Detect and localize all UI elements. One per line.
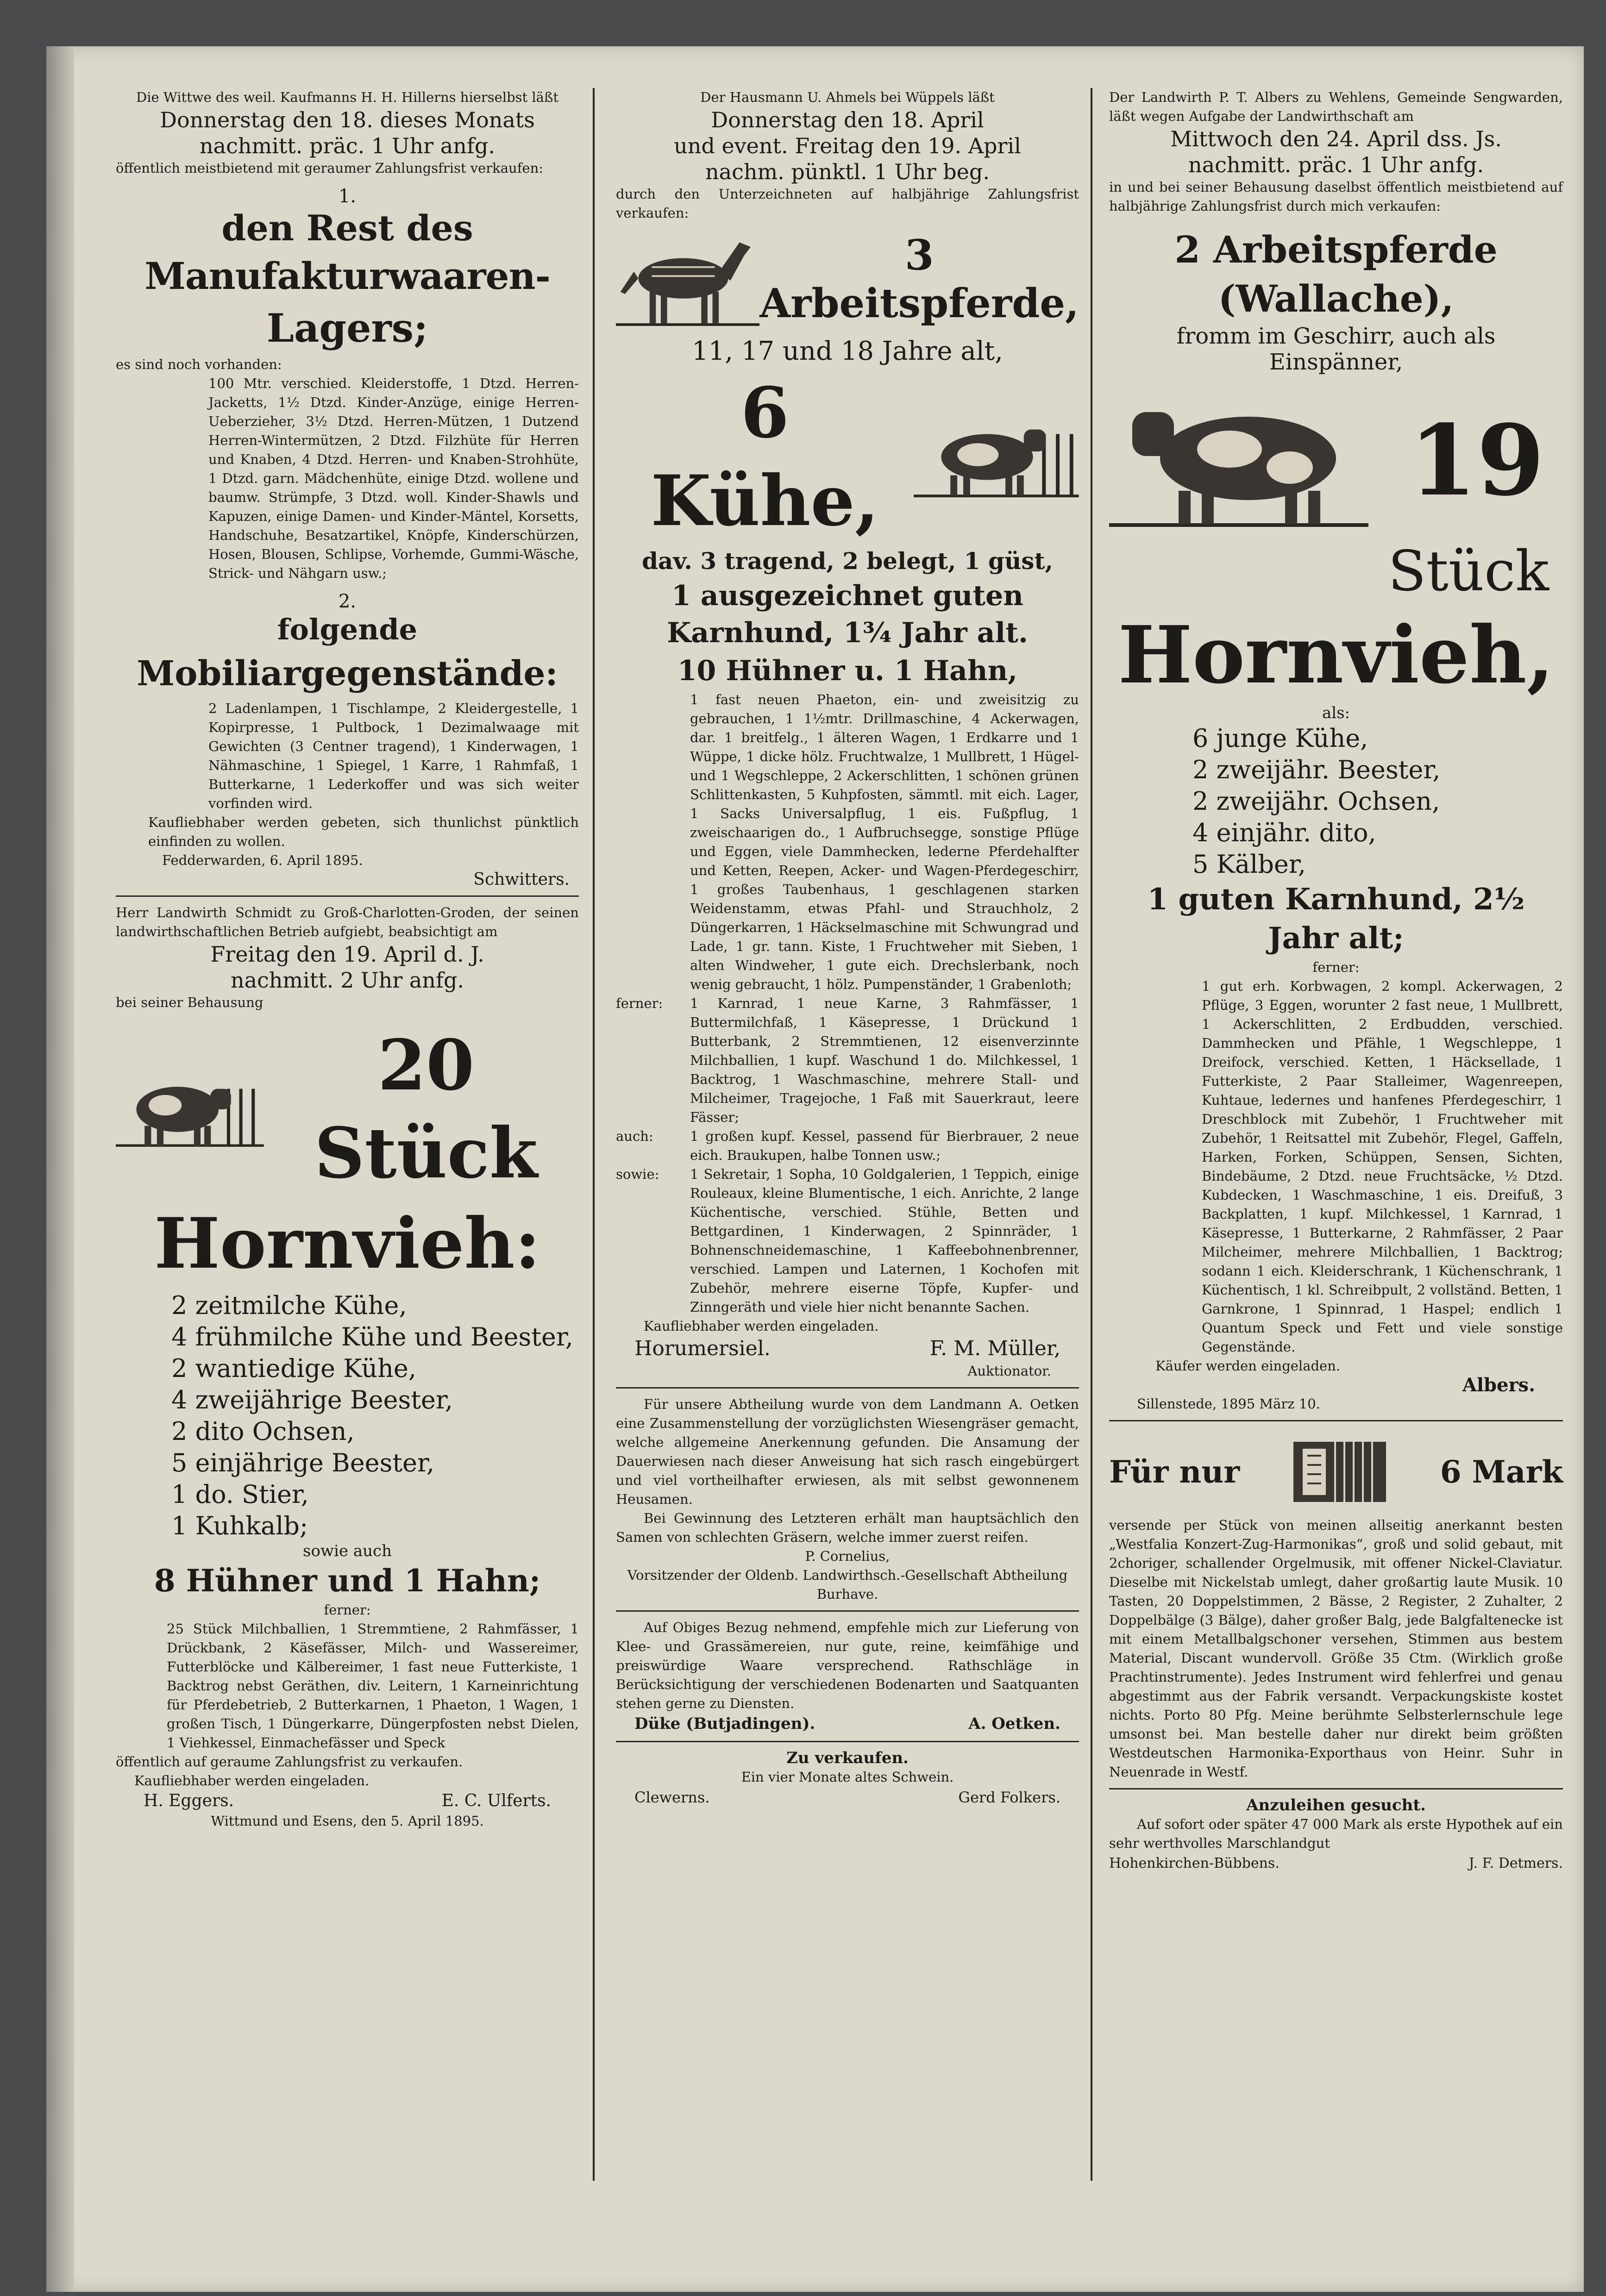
ad3-dog-2: Karnhund, 1¾ Jahr alt.	[667, 617, 1028, 649]
ad5-signatures	[616, 1713, 1079, 1734]
ad1-num1: 1.	[338, 186, 357, 207]
ad8-heading-row	[1109, 1428, 1563, 1516]
list-item: 5 Kälber,	[1192, 850, 1306, 879]
ad1-terms: öffentlich meistbietend mit geraumer Zahlungsfrist verkaufen:	[116, 160, 544, 176]
ad1-heading-4: folgende	[277, 613, 418, 646]
list-item: 4 einjähr. dito,	[1192, 818, 1376, 847]
ad9-text: Auf sofort oder später 47 000 Mark als erste Hypothek auf ein sehr werthvolles Marschlandgut	[1109, 1816, 1563, 1851]
separator	[1109, 1788, 1563, 1789]
ad9-signatures	[1109, 1853, 1563, 1874]
ad1-avail: es sind noch vorhanden:	[116, 357, 282, 372]
ad1-num2: 2.	[338, 591, 357, 612]
ad2-livestock-list	[116, 1290, 579, 1542]
ad2-ferner: ferner:	[324, 1602, 371, 1618]
ad3-heading-1: Arbeitspferde,	[759, 280, 1079, 327]
ad2-heading-1: 20 Stück	[314, 1025, 538, 1194]
ad7-place: Sillenstede, 1895 März 10.	[1137, 1396, 1320, 1412]
ad3-items: 1 fast neuen Phaeton, ein- und zweisitzig zu gebrauchen, 1 1½mtr. Drillmaschine, 4 Ackerwagen, dar. 1 breitfelg., 1 älteren Wagen, 1 Erdkarre und 1 Wüppe, 1 dicke hölz. Fruchtwalze, 1 Mullbrett, 1 Hügel- und 1 Wegschleppe, 2 Ackerschlitten, 1 schönen grünen Schlittenkasten, 5 Kuhpfosten, sämmtl. mit eich. Lager, 1 Sacks Universalpflug, 1 eis. Fußpflug, 1 zweischaarigen do., 1 Aufbruchsegge, sonstige Pflüge und Eggen, viele Dammhecken, lederne Pferdehalfter und Ketten, Reepen, Acker- und Wagen-Pferdegeschirr, 1 großes Taubenhaus, 1 geschlagenen starken Weidenstamm, etwas Pfahl- und Strauchholz, 2 Düngerkarren, 1 Häckselmaschine mit Schwungrad und Lade, 1 gr. tann. Kiste, 1 Fruchtweher mit Sieben, 1 alten Windweher, 1 gute eich. Drechslerbank, noch wenig gebraucht, 1 hölz. Pumpenständer, 1 Grabenloth;	[690, 692, 1079, 992]
ad1-heading-1: den Rest des	[221, 207, 473, 249]
page-spine	[46, 46, 74, 2292]
ad8-heading-left: Für nur	[1109, 1454, 1240, 1490]
ad1-buyers: Kaufliebhaber werden gebeten, sich thunlichst pünktlich einfinden zu wollen.	[148, 814, 579, 849]
ad3-signature-right: F. M. Müller,	[929, 1337, 1060, 1360]
cow-illustration-icon	[116, 1058, 264, 1160]
ad7-terms: in und bei seiner Behausung daselbst öffentlich meistbietend auf halbjährige Zahlungsfrist durch mich verkaufen:	[1109, 179, 1563, 214]
ad3-horse-row	[616, 227, 1079, 334]
ad1-date: Donnerstag den 18. dieses Monats	[160, 107, 535, 132]
ad3-ferner-label: ferner:	[616, 995, 663, 1011]
ad7-heading-4: Hornvieh,	[1118, 609, 1554, 701]
ad3-cows: dav. 3 tragend, 2 belegt, 1 güst,	[642, 547, 1053, 575]
ad7-buyers: Käufer werden eingeladen.	[1155, 1358, 1341, 1374]
ad1-intro: Die Wittwe des weil. Kaufmanns H. H. Hillerns hierselbst läßt	[136, 89, 558, 105]
cow-illustration-icon	[1109, 384, 1368, 537]
ad9-signature-left: Hohenkirchen-Bübbens.	[1109, 1855, 1280, 1871]
column-1	[116, 88, 579, 1831]
ad4-text: Für unsere Abtheilung wurde von dem Landmann A. Oetken eine Zusammenstellung der vorzüglichsten Wiesengräser gemacht, welche allgemeine Anerkennung gefunden. Die Ansamung der Dauerwiesen nach dieser Anweisung hat sich rasch eingebürgert und viel vortheilhafter erwiesen, als mit selbst gewonnenem Heusamen.	[616, 1396, 1079, 1507]
ad6-text: Ein vier Monate altes Schwein.	[741, 1769, 954, 1785]
column-rule-2	[1091, 88, 1092, 2181]
ad2-signature-left: H. Eggers.	[144, 1791, 234, 1810]
ad3-auch: 1 großen kupf. Kessel, passend für Bierbrauer, 2 neue eich. Braukupen, halbe Tonnen usw.;	[690, 1128, 1079, 1163]
ad2-buyers: Kaufliebhaber werden eingeladen.	[134, 1773, 370, 1789]
ad1-place: Fedderwarden, 6. April 1895.	[162, 852, 363, 868]
ad3-sowie-block	[616, 1165, 1079, 1317]
ad3-age: 11, 17 und 18 Jahre alt,	[692, 336, 1003, 366]
list-item: 1 Kuhkalb;	[171, 1511, 308, 1540]
ad7-als: als:	[1322, 704, 1350, 722]
list-item: 4 zweijährige Beester,	[171, 1385, 453, 1414]
ad3-auch-block	[616, 1127, 1079, 1165]
ad3-ferner-block	[616, 994, 1079, 1127]
list-item: 6 junge Kühe,	[1192, 724, 1368, 753]
ad2-terms: öffentlich auf geraume Zahlungsfrist zu verkaufen.	[116, 1754, 463, 1770]
ad2-intro: Herr Landwirth Schmidt zu Groß-Charlotten-Groden, der seinen landwirthschaftlichen Betrieb aufgiebt, beabsichtigt am	[116, 905, 579, 939]
ad4-text2: Bei Gewinnung des Letzteren erhält man hauptsächlich den Samen von schlechten Gräsern, welche immer zuerst reifen.	[616, 1510, 1079, 1545]
column-3	[1109, 88, 1563, 1874]
ad6-signatures	[616, 1787, 1079, 1808]
ad5-signature-left: Düke (Butjadingen).	[634, 1714, 816, 1733]
list-item: 2 zeitmilche Kühe,	[171, 1291, 407, 1320]
ad5-text: Auf Obiges Bezug nehmend, empfehle mich zur Lieferung von Klee- und Grassämereien, nur gute, reine, keimfähige und preiswürdige Waare versprechend. Rathschläge in Berücksichtigung der verschiedenen Bodenarten und Saatquanten stehen gerne zu Diensten.	[616, 1620, 1079, 1711]
ad7-heading-2: (Wallache),	[1218, 277, 1454, 320]
ad6-signature-right: Gerd Folkers.	[958, 1789, 1060, 1806]
ad7-dog-1: 1 guten Karnhund, 2½	[1147, 882, 1525, 917]
list-item: 2 zweijähr. Beester,	[1192, 755, 1441, 784]
ad1-items2: 2 Ladenlampen, 1 Tischlampe, 2 Kleidergestelle, 1 Kopirpresse, 1 Pultbock, 1 Dezimalwaage mit Gewichten (3 Centner tragend), 1 Kinderwagen, 1 Nähmaschine, 1 Spiegel, 1 Karre, 1 Rahmfaß, 1 Butterkarne, 1 Lederkoffer und was sich weiter vorfinden wird.	[208, 701, 579, 811]
ad7-heading-3: Stück	[1388, 539, 1549, 604]
ad1-heading-3: Lagers;	[266, 305, 428, 351]
ad3-signatures	[616, 1336, 1079, 1362]
ad7-signature: Albers.	[1462, 1374, 1535, 1396]
ad3-sowie-label: sowie:	[616, 1166, 659, 1182]
ad7-livestock-list	[1109, 723, 1563, 880]
list-item: 5 einjährige Beester,	[171, 1448, 435, 1477]
ad3-sowie: 1 Sekretair, 1 Sopha, 10 Goldgalerien, 1 Teppich, einige Rouleaux, kleine Blumentische, 1 eich. Anrichte, 2 lange Küchentische, verschied. Stühle, Betten und Bettgardinen, 1 Kinderwagen, 2 Spinnräder, 1 Bohnenschneidemaschine, 1 Kaffeebohnenbrenner, verschied. Lampen und Laternen, 1 Kochofen mit Zubehör, mehrere eiserne Töpfe, Kupfer- und Zinngeräth und viele hier nicht benannte Sachen.	[690, 1166, 1079, 1315]
ad7-cow-row	[1109, 384, 1563, 537]
ad7-date: Mittwoch den 24. April dss. Js.	[1170, 126, 1502, 151]
ad3-intro: Der Hausmann U. Ahmels bei Wüppels läßt	[700, 89, 995, 105]
ad1-time: nachmitt. präc. 1 Uhr anfg.	[200, 133, 495, 158]
ad1-heading-2: Manufakturwaaren-	[144, 254, 550, 298]
separator	[616, 1387, 1079, 1389]
ad7-items: 1 gut erh. Korbwagen, 2 kompl. Ackerwagen, 2 Pflüge, 3 Eggen, worunter 2 fast neue, 1 Mullbrett, 1 Ackerschlitten, 2 Erdbudden, verschied. Dammhecken und Pfähle, 1 Wegschleppe, 1 Dreifock, verschied. Ketten, 1 Häcksellade, 1 Futterkiste, 2 Paar Stalleimer, Wagenreepen, Kuhtaue, ledernes und hanfenes Pferdegeschirr, 1 Dreschblock mit Zubehör, 1 Fruchtweher mit Zubehör, 1 Reitsattel mit Zubehör, Flegel, Gaffeln, Harken, Forken, Schüppen, Sensen, Sichten, Bindebäume, 2 Dtzd. neue Fruchtsäcke, ½ Dtzd. Kubdecken, 1 Waschmaschine, 1 eis. Dreifuß, 3 Backplatten, 1 kupf. Milchkessel, 1 Karnrad, 1 Käsepresse, 1 Butterkarne, 2 Rahmfässer, 2 Paar Milcheimer, mehrere Milchballien, 1 Backtrog; sodann 1 eich. Kleiderschrank, 1 Küchenschrank, 1 Küchentisch, 1 kl. Schreibpult, 2 vollständ. Betten, 1 Garnkrone, 1 Spinnrad, 1 Haspel; endlich 1 Quantum Speck und Fett und viele sonstige Gegenstände.	[1202, 978, 1563, 1355]
ad3-number: 3	[904, 231, 934, 280]
horse-illustration-icon	[616, 227, 759, 334]
list-item: 2 dito Ochsen,	[171, 1417, 355, 1446]
ad3-ferner: 1 Karnrad, 1 neue Karne, 3 Rahmfässer, 1 Buttermilchfaß, 1 Käsepresse, 1 Drückund 1 Butterbank, 2 Stremmtienen, 12 eisenverzinnte Milchballien, 1 kupf. Waschund 1 do. Milchkessel, 1 Backtrog, 1 Waschmaschine, mehrere Stall- und Milcheimer, Tragejoche, 1 Faß mit Sauerkraut, leere Fässer;	[690, 995, 1079, 1125]
ad3-buyers: Kaufliebhaber werden eingeladen.	[644, 1318, 879, 1334]
list-item: 2 zweijähr. Ochsen,	[1192, 787, 1440, 816]
ad3-hens: 10 Hühner u. 1 Hahn,	[677, 655, 1018, 687]
ad2-also: sowie auch	[303, 1542, 392, 1560]
ad3-cows-row	[616, 369, 1079, 545]
separator	[116, 895, 579, 897]
ad3-signature-left: Horumersiel.	[634, 1337, 771, 1360]
ad1-items: 100 Mtr. verschied. Kleiderstoffe, 1 Dtzd. Herren-Jacketts, 1½ Dtzd. Kinder-Anzüge, einige Herren-Ueberzieher, 3½ Dtzd. Herren-Mützen, 1 Dutzend Herren-Wintermützen, 2 Dtzd. Filzhüte für Herren und Knaben, 4 Dtzd. Herren- und Knaben-Strohhüte, 1 Dtzd. garn. Mädchenhüte, einige Dtzd. wollene und baumw. Strümpfe, 3 Dtzd. woll. Kinder-Shawls und Kapuzen, einige Damen- und Kinder-Mäntel, Korsetts, Handschuhe, Besatzartikel, Knöpfe, Kinderschürzen, Hosen, Blousen, Schlipse, Vorhemde, Gummi-Wäsche, Strick- und Nähgarn usw.;	[208, 375, 579, 581]
ad2-time: nachmitt. 2 Uhr anfg.	[230, 968, 464, 993]
list-item: 2 wantiedige Kühe,	[171, 1354, 417, 1383]
ad3-role: Auktionator.	[967, 1363, 1051, 1379]
ad3-terms: durch den Unterzeichneten auf halbjährige Zahlungsfrist verkaufen:	[616, 186, 1079, 221]
ad2-heading-2: Hornvieh:	[154, 1203, 540, 1284]
list-item: 1 do. Stier,	[171, 1480, 309, 1509]
ad2-place: Wittmund und Esens, den 5. April 1895.	[211, 1813, 484, 1829]
ad2-where: bei seiner Behausung	[116, 995, 263, 1010]
ad7-sub: fromm im Geschirr, auch als Einspänner,	[1176, 323, 1496, 375]
ad7-intro: Der Landwirth P. T. Albers zu Wehlens, Gemeinde Sengwarden, läßt wegen Aufgabe der Landwirthschaft am	[1109, 89, 1563, 124]
column-2	[616, 88, 1079, 1808]
ad3-auch-label: auch:	[616, 1128, 653, 1144]
ad7-number: 19	[1409, 403, 1544, 518]
separator	[616, 1610, 1079, 1612]
ad3-time: nachm. pünktl. 1 Uhr beg.	[705, 159, 990, 184]
ad4-role: Vorsitzender der Oldenb. Landwirthsch.-Gesellschaft Abtheilung Burhave.	[627, 1567, 1068, 1602]
ad7-time: nachmitt. präc. 1 Uhr anfg.	[1188, 152, 1484, 177]
accordion-icon	[1284, 1428, 1395, 1516]
ad9-signature-right: J. F. Detmers.	[1468, 1855, 1563, 1871]
ad1-heading-5: Mobiliargegenstände:	[137, 654, 558, 694]
ad8-text: versende per Stück von meinen allseitig anerkannt besten „Westfalia Konzert-Zug-Harmonikas“, groß und solid gebaut, mit 2choriger, schallender Orgelmusik, mit offener Nickel-Claviatur. Dieselbe mit Nickelstab umlegt, daher großartig laute Musik. 10 Tasten, 20 Doppelstimmen, 2 Bässe, 2 Register, 2 Zuhalter, 2 Doppelbälge (3 Bälge), daher großer Balg, jede Balgfaltenecke ist mit einem Metallbalgschoner versehen, Stimmen aus bestem Material, Discant wundervoll. Größe 35 Ctm. (Wirklich große Prachtinstrumente). Jedes Instrument wird fehlerfrei und genau abgestimmt aus der Fabrik versandt. Verpackungskiste kostet nichts. Porto 80 Pfg. Meine berühmte Selbsterlernschule lege umsonst bei. Man bestelle daher nur direkt beim größten Westdeutschen Harmonika-Exporthaus von Heinr. Suhr in Neuenrade in Westf.	[1109, 1517, 1563, 1780]
ad3-date2: und event. Freitag den 19. April	[674, 133, 1021, 158]
ad1-signature: Schwitters.	[473, 870, 570, 889]
ad2-items: 25 Stück Milchballien, 1 Stremmtiene, 2 Rahmfässer, 1 Drückbank, 2 Käsefässer, Milch- und Wassereimer, Futterblöcke und Kälbereimer, 1 fast neue Futterkiste, 1 Backtrog nebst Geräthen, div. Leitern, 1 Karneinrichtung für Pferdebetrieb, 2 Butterkarnen, 1 Phaeton, 1 Wagen, 1 großen Tisch, 1 Düngerkarre, Düngerpfosten nebst Dielen, 1 Viehkessel, Einmachefässer und Speck	[167, 1621, 579, 1751]
column-rule-1	[593, 88, 595, 2181]
ad7-dog-2: Jahr alt;	[1268, 921, 1404, 956]
separator	[616, 1741, 1079, 1742]
ad2-heading-3: 8 Hühner und 1 Hahn;	[154, 1563, 541, 1599]
ad2-signature-right: E. C. Ulferts.	[441, 1791, 551, 1810]
ad7-heading-1: 2 Arbeitspferde	[1174, 228, 1498, 271]
ad9-heading: Anzuleihen gesucht.	[1246, 1796, 1426, 1814]
ad3-dog-1: 1 ausgezeichnet guten	[671, 580, 1023, 612]
ad3-heading-group	[759, 232, 1079, 329]
cow-illustration-icon	[914, 411, 1079, 503]
ad5-signature-right: A. Oetken.	[968, 1714, 1060, 1733]
ad6-signature-left: Clewerns.	[634, 1789, 710, 1806]
list-item: 4 frühmilche Kühe und Beester,	[171, 1322, 573, 1351]
ad8-heading-right: 6 Mark	[1440, 1454, 1563, 1490]
ad6-heading: Zu verkaufen.	[786, 1749, 909, 1767]
ad4-signature: P. Cornelius,	[805, 1548, 890, 1564]
ad2-heading-row	[116, 1021, 579, 1197]
separator	[1109, 1420, 1563, 1421]
ad2-signatures	[116, 1790, 579, 1812]
ad7-ferner: ferner:	[1312, 959, 1360, 975]
ad2-date: Freitag den 19. April d. J.	[210, 942, 484, 967]
ad3-date: Donnerstag den 18. April	[711, 107, 984, 132]
ad3-heading-2: 6 Kühe,	[651, 372, 879, 542]
